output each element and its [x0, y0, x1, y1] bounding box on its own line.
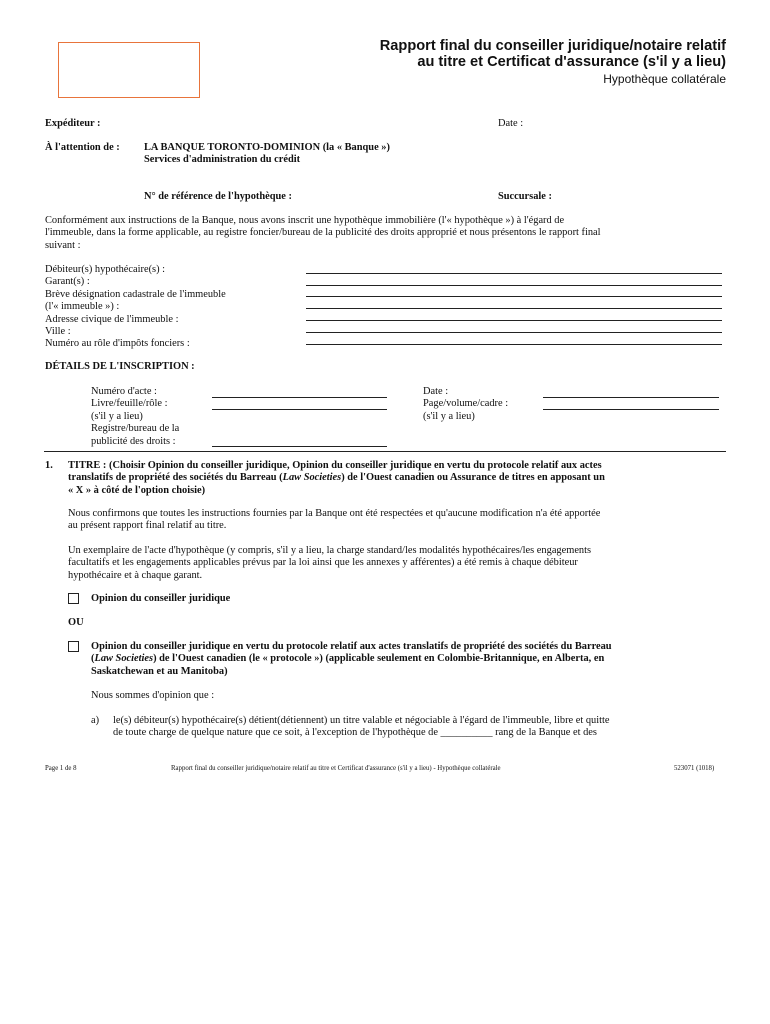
page-field[interactable] [543, 409, 719, 410]
property-field-lines [306, 262, 722, 345]
ou-label: OU [68, 617, 84, 628]
intro-line: l'immeuble, dans la forme applicable, au registre foncier/bureau de la publicité des droits approprié et nous présentons le rapport final [45, 227, 601, 239]
adresse-label: Adresse civique de l'immeuble : [45, 313, 179, 325]
heading-text: ) de l'Ouest canadien ou Assurance de titres en apposant un [341, 472, 605, 484]
section-heading [68, 460, 738, 497]
reg-date-field[interactable] [543, 397, 719, 398]
role-field[interactable] [306, 333, 722, 345]
section-heading-line: TITRE : (Choisir Opinion du conseiller juridique, Opinion du conseiller juridique en vertu du protocole relatif aux actes [68, 460, 602, 471]
option2-text: ( [91, 653, 95, 665]
designation-field-1[interactable] [306, 286, 722, 298]
option2-label [91, 641, 741, 678]
reference-label: N° de référence de l'hypothèque : [144, 191, 292, 202]
garants-field[interactable] [306, 274, 722, 286]
attention-line-1: LA BANQUE TORONTO-DOMINION (la « Banque ») [144, 142, 390, 153]
option2-line: Saskatchewan et au Manitoba) [91, 665, 228, 677]
livre-field[interactable] [212, 409, 387, 410]
page-note: (s'il y a lieu) [423, 410, 475, 422]
debiteurs-field[interactable] [306, 262, 722, 274]
option2-line [91, 653, 741, 665]
property-field-labels [45, 264, 226, 351]
registre-label-2: publicité des droits : [91, 435, 176, 447]
registration-left-labels [91, 386, 179, 448]
copy-paragraph [68, 545, 738, 582]
designation-label-1: Brève désignation cadastrale de l'immeuble [45, 288, 226, 300]
attention-recipient [144, 142, 390, 167]
title-line-2: au titre et Certificat d'assurance (s'il y a lieu) [417, 54, 726, 70]
section-heading-line [68, 472, 738, 484]
ville-field[interactable] [306, 321, 722, 333]
footer-page-number: Page 1 de 8 [45, 765, 77, 772]
date-label: Date : [498, 118, 524, 129]
document-subtitle: Hypothèque collatérale [603, 72, 726, 86]
paragraph-line: Un exemplaire de l'acte d'hypothèque (y compris, s'il y a lieu, la charge standard/les modalités hypothécaires/les engagements [68, 545, 592, 556]
footer-title: Rapport final du conseiller juridique/notaire relatif au titre et Certificat d'assurance (s'il y a lieu) - Hypothèque collatérale [171, 765, 501, 772]
adresse-field[interactable] [306, 309, 722, 321]
debiteurs-label: Débiteur(s) hypothécaire(s) : [45, 264, 166, 275]
section-divider [44, 451, 726, 452]
heading-text: translatifs de propriété des sociétés du Barreau ( [68, 472, 283, 484]
registre-field[interactable] [212, 446, 387, 447]
attention-line-2: Services d'administration du crédit [144, 154, 301, 166]
document-title [380, 38, 726, 70]
ville-label: Ville : [45, 326, 71, 338]
designation-label-2: (l'« immeuble ») : [45, 301, 120, 313]
option2-text: ) de l'Ouest canadien (le « protocole ») (applicable seulement en Colombie-Britannique, en Alberta, en [153, 653, 605, 665]
expediteur-label: Expéditeur : [45, 118, 101, 129]
item-a-label: a) [91, 715, 100, 726]
acte-field[interactable] [212, 397, 387, 398]
intro-line: Conformément aux instructions de la Banque, nous avons inscrit une hypothèque immobilière (l'« hypothèque ») à l'égard de [45, 215, 565, 226]
paragraph-line: au présent rapport final relatif au titre. [68, 520, 227, 532]
option2-line: Opinion du conseiller juridique en vertu du protocole relatif aux actes translatifs de propriété des sociétés du Barreau [91, 641, 612, 652]
paragraph-line: Nous confirmons que toutes les instructions fournies par la Banque ont été respectées et qu'aucune modification n'a été apportée [68, 508, 601, 519]
role-label: Numéro au rôle d'impôts fonciers : [45, 338, 190, 350]
reg-date-label: Date : [423, 386, 449, 397]
title-line-1: Rapport final du conseiller juridique/notaire relatif [379, 38, 726, 54]
livre-note: (s'il y a lieu) [91, 410, 143, 422]
option1-label: Opinion du conseiller juridique [91, 593, 231, 604]
item-a-text [113, 715, 743, 740]
item-a-line: le(s) débiteur(s) hypothécaire(s) détient(détiennent) un titre valable et négociable à l'égard de l'immeuble, libre et quitte [113, 715, 610, 726]
opinion-intro: Nous sommes d'opinion que : [91, 690, 215, 701]
branch-label: Succursale : [498, 191, 552, 202]
option2-italic: Law Societies [94, 653, 154, 665]
confirmation-paragraph [68, 508, 738, 533]
acte-label: Numéro d'acte : [91, 386, 157, 397]
item-a-line: de toute charge de quelque nature que ce soit, à l'exception de l'hypothèque de __________ rang de la Banque et des [113, 727, 597, 739]
page-label: Page/volume/cadre : [423, 398, 509, 410]
intro-line: suivant : [45, 239, 81, 251]
intro-paragraph [45, 215, 735, 252]
paragraph-line: facultatifs et les engagements applicables prévus par la loi ainsi que les annexes y afférentes) a été remis à chaque débiteur [68, 557, 578, 569]
registre-label-1: Registre/bureau de la [91, 423, 180, 435]
option2-checkbox[interactable] [68, 641, 79, 652]
garants-label: Garant(s) : [45, 276, 90, 288]
attention-label: À l'attention de : [45, 142, 120, 153]
designation-field-2[interactable] [306, 297, 722, 309]
registration-heading: DÉTAILS DE L'INSCRIPTION : [45, 361, 195, 372]
heading-italic: Law Societies [282, 472, 342, 484]
livre-label: Livre/feuille/rôle : [91, 398, 168, 410]
footer-form-code: 523071 (1018) [674, 765, 715, 772]
paragraph-line: hypothécaire et à chaque garant. [68, 569, 203, 581]
logo-placeholder [58, 42, 200, 98]
registration-right-labels [423, 386, 508, 423]
section-number: 1. [45, 460, 53, 471]
option1-checkbox[interactable] [68, 593, 79, 604]
section-heading-line: « X » à côté de l'option choisie) [68, 484, 206, 496]
